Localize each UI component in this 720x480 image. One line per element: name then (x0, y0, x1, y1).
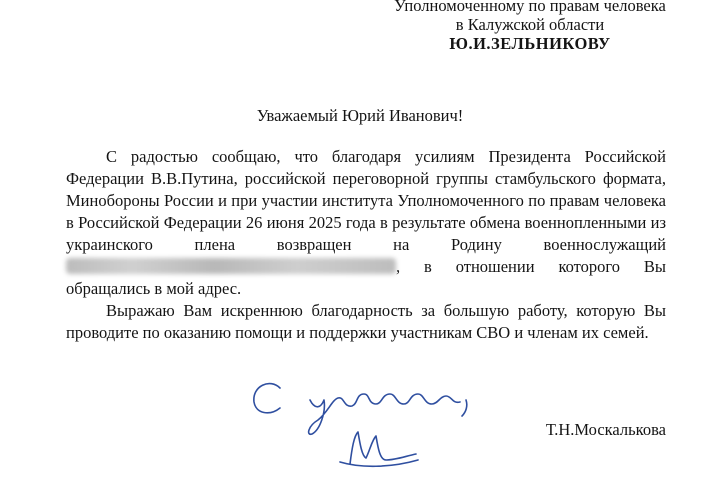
addressee-line-1: Уполномоченному по правам человека (394, 0, 666, 15)
letter-body (66, 146, 666, 344)
addressee-block (380, 0, 680, 53)
addressee-surname: Ю.И.ЗЕЛЬНИКОВУ (449, 34, 611, 53)
body-paragraph-2: Выражаю Вам искреннюю благодарность за большую работу, которую Вы проводите по оказанию помощи и поддержки участникам СВО и членам их семей. (66, 301, 666, 342)
paragraph-1-text: С радостью сообщаю, что благодаря усилиям Президента Российской Федерации В.В.Путина, российской переговорной группы стамбульского формата, Минобороны России и при участии института Уполномоченного по правам человека в Российской Федерации 26 июня 2025 года в результате обмена военнопленными из украинского плена возвращен на Родину военнослужащий (66, 147, 666, 254)
paragraph-1-ending: , в отношении которого Вы обращались в мой адрес. (66, 257, 666, 298)
body-paragraph-1 (66, 146, 666, 300)
signer-name: Т.Н.Москалькова (545, 420, 666, 439)
addressee-line-2: в Калужской области (455, 15, 605, 34)
salutation: Уважаемый Юрий Иванович! (256, 106, 464, 125)
handwritten-signature (240, 360, 500, 480)
redacted-name (66, 258, 396, 274)
